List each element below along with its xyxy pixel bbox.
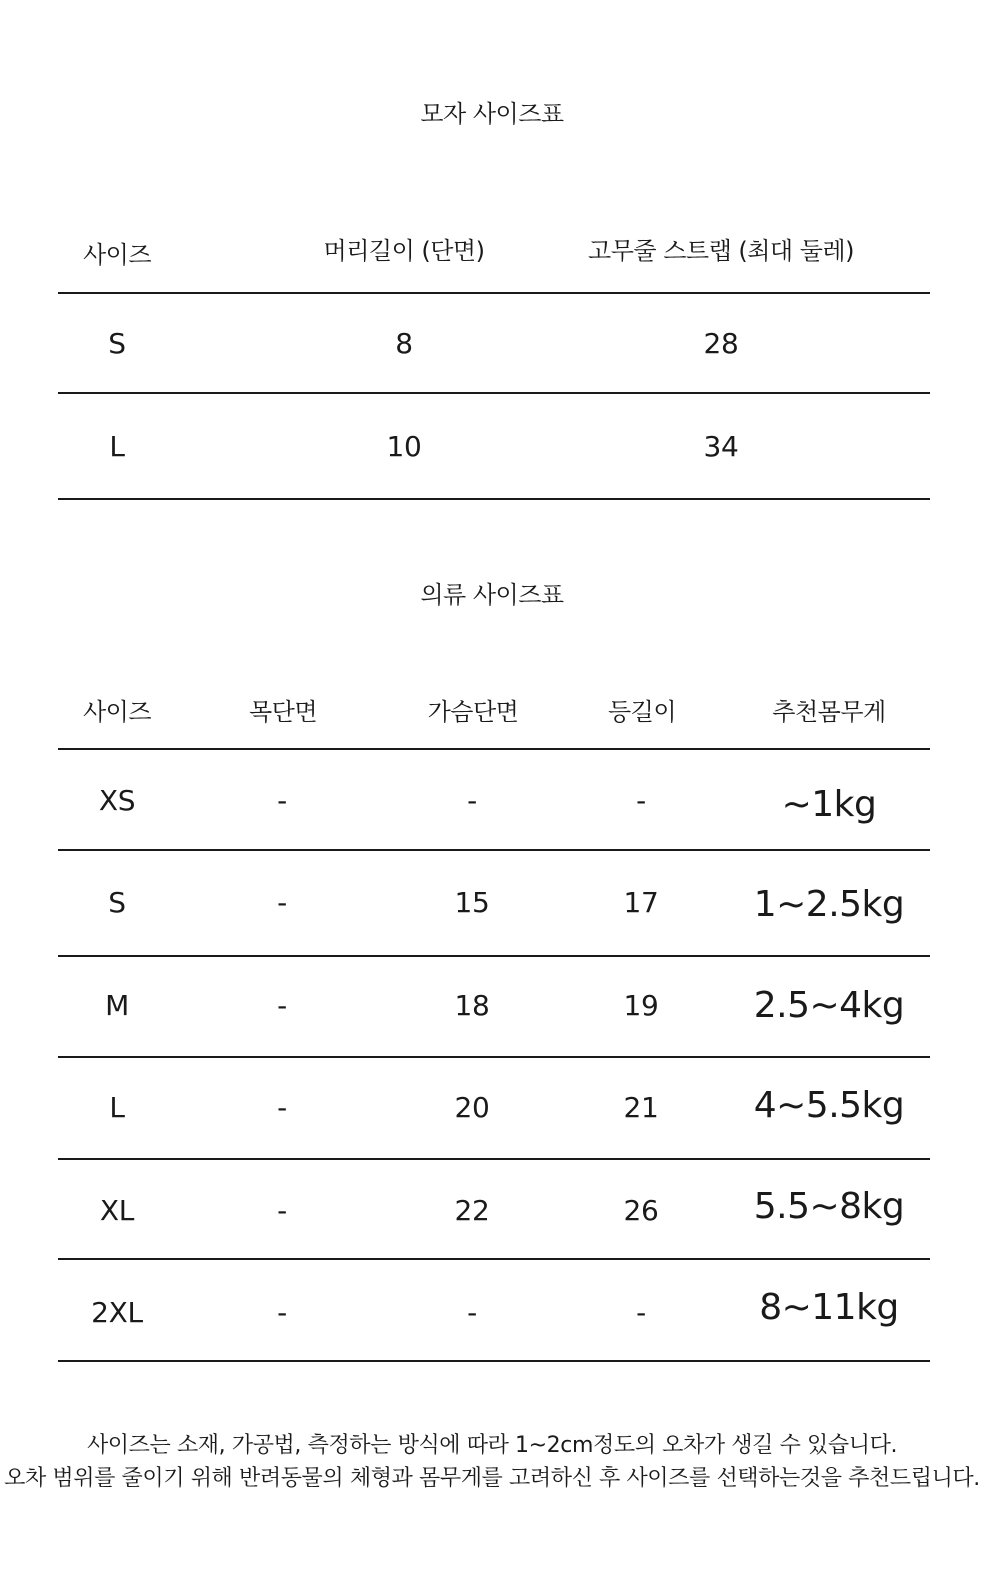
hat-row-head-length: 10	[386, 430, 422, 463]
clothing-header-back-length: 등길이	[607, 698, 677, 726]
size-note-line-2: 오차 범위를 줄이기 위해 반려동물의 체형과 몸무게를 고려하신 후 사이즈를 선택하는것을 추천드립니다.	[4, 1466, 980, 1491]
clothing-row-back-length: -	[636, 1296, 646, 1329]
clothing-header-chest: 가슴단면	[427, 698, 519, 726]
hat-row-size: S	[108, 327, 126, 360]
clothing-row-chest: -	[467, 1296, 477, 1329]
clothing-row-divider	[58, 1258, 930, 1260]
hat-row-strap: 28	[703, 327, 739, 360]
hat-row-size: L	[109, 430, 125, 463]
clothing-row-back-length: 26	[623, 1194, 659, 1227]
clothing-row-chest: 18	[454, 989, 490, 1022]
clothing-header-neck: 목단면	[248, 698, 318, 726]
clothing-row-chest: 15	[454, 886, 490, 919]
clothing-header-recommended-weight: 추천몸무게	[772, 698, 886, 726]
clothing-row-weight: 4~5.5kg	[753, 1085, 905, 1126]
hat-header-divider	[58, 292, 930, 294]
size-note-line-1: 사이즈는 소재, 가공법, 측정하는 방식에 따라 1~2cm정도의 오차가 생길 수 있습니다.	[86, 1433, 898, 1458]
hat-header-size: 사이즈	[82, 241, 152, 269]
hat-table-title: 모자 사이즈표	[420, 100, 564, 128]
clothing-row-neck: -	[277, 1194, 287, 1227]
hat-row-divider	[58, 392, 930, 394]
clothing-row-weight: 1~2.5kg	[753, 884, 905, 925]
clothing-row-neck: -	[277, 1091, 287, 1124]
clothing-row-size: 2XL	[91, 1296, 143, 1329]
hat-row-strap: 34	[703, 430, 739, 463]
clothing-row-chest: 22	[454, 1194, 490, 1227]
hat-header-head-length: 머리길이 (단면)	[323, 237, 485, 265]
clothing-row-weight: 8~11kg	[759, 1287, 899, 1328]
clothing-row-neck: -	[277, 989, 287, 1022]
clothing-row-back-length: -	[636, 784, 646, 817]
clothing-row-size: XS	[98, 784, 136, 817]
clothing-row-weight: 2.5~4kg	[753, 985, 905, 1026]
clothing-row-divider	[58, 849, 930, 851]
clothing-row-back-length: 21	[623, 1091, 659, 1124]
clothing-row-divider	[58, 1056, 930, 1058]
clothing-row-divider	[58, 1158, 930, 1160]
clothing-header-divider	[58, 748, 930, 750]
clothing-row-size: S	[108, 886, 126, 919]
clothing-row-chest: -	[467, 784, 477, 817]
clothing-row-back-length: 19	[623, 989, 659, 1022]
clothing-header-size: 사이즈	[82, 698, 152, 726]
clothing-table-bottom-rule	[58, 1360, 930, 1362]
clothing-row-weight: ~1kg	[781, 784, 877, 825]
clothing-table-title: 의류 사이즈표	[420, 581, 564, 609]
clothing-row-weight: 5.5~8kg	[753, 1186, 905, 1227]
hat-table-bottom-rule	[58, 498, 930, 500]
hat-header-strap: 고무줄 스트랩 (최대 둘레)	[588, 237, 854, 265]
clothing-row-size: L	[109, 1091, 125, 1124]
clothing-row-neck: -	[277, 886, 287, 919]
clothing-row-chest: 20	[454, 1091, 490, 1124]
clothing-row-neck: -	[277, 1296, 287, 1329]
hat-row-head-length: 8	[395, 327, 413, 360]
clothing-row-back-length: 17	[623, 886, 659, 919]
clothing-row-size: M	[105, 989, 129, 1022]
clothing-row-divider	[58, 955, 930, 957]
clothing-row-size: XL	[99, 1194, 135, 1227]
clothing-row-neck: -	[277, 784, 287, 817]
